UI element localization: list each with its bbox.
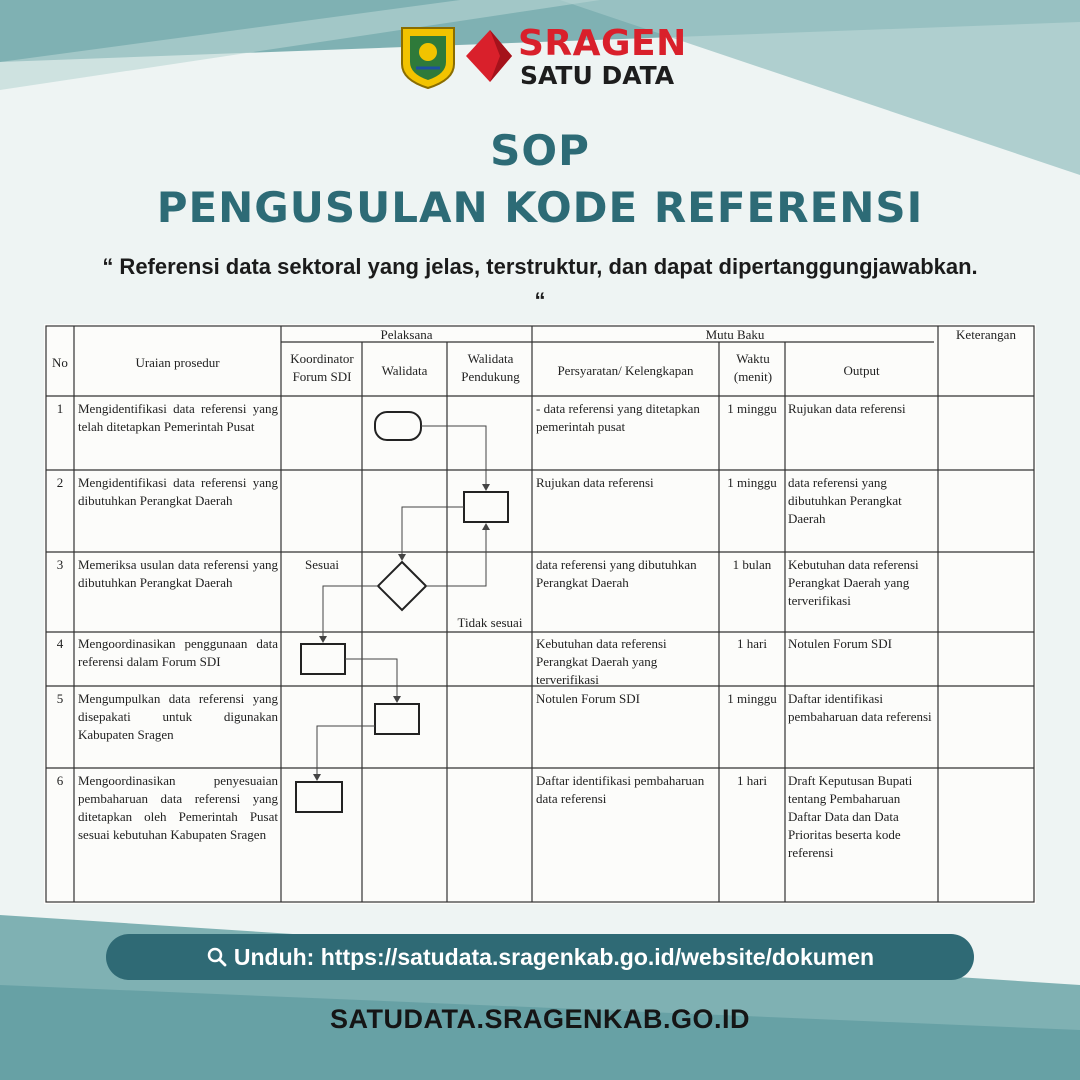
header-koordinator: Koordinator Forum SDI (290, 351, 354, 384)
header-keterangan: Keterangan (956, 327, 1016, 342)
row-no: 6 (56, 773, 64, 788)
row-persyaratan: - data referensi yang ditetapkan pemerintah pusat (536, 401, 700, 434)
logo (398, 24, 688, 92)
row-output: Draft Keputusan Bupati tentang Pembaharuan Daftar Data dan Data Prioritas beserta kode referensi (788, 773, 913, 860)
search-icon (206, 946, 228, 968)
start-terminator (375, 412, 421, 440)
page-subtitle: PENGUSULAN KODE REFERENSI (156, 183, 924, 232)
header-mutu-baku: Mutu Baku (705, 327, 765, 342)
row-uraian: Mengumpulkan data referensi yang disepakati untuk digunakan Kabupaten Sragen (78, 691, 278, 742)
header-pelaksana: Pelaksana (380, 327, 433, 342)
download-link-text: Unduh: https://satudata.sragenkab.go.id/website/dokumen (233, 943, 875, 970)
row-persyaratan: Notulen Forum SDI (536, 691, 640, 706)
flowchart (296, 412, 508, 812)
brand-subtitle: SATU DATA (520, 61, 675, 90)
sop-table (44, 324, 1036, 904)
row-waktu: 1 hari (737, 636, 767, 651)
header-waktu: Waktu (menit) (733, 351, 773, 384)
sragen-emblem-icon (398, 24, 458, 90)
row-output: Daftar identifikasi pembaharuan data referensi (788, 691, 932, 724)
row-output: data referensi yang dibutuhkan Perangkat Daerah (788, 475, 902, 526)
row-waktu: 1 hari (737, 773, 767, 788)
row-no: 3 (56, 557, 64, 572)
process-box-4 (301, 644, 345, 674)
brand-name: SRAGEN (518, 23, 687, 64)
row-waktu: 1 bulan (732, 557, 772, 572)
row-output: Kebutuhan data referensi Perangkat Daerah yang terverifikasi (788, 557, 919, 608)
header-output: Output (843, 363, 880, 378)
label-sesuai: Sesuai (305, 557, 339, 572)
header-persyaratan: Persyaratan/ Kelengkapan (557, 363, 694, 378)
row-uraian: Mengoordinasikan penggunaan data referensi dalam Forum SDI (78, 636, 278, 669)
process-box-2 (464, 492, 508, 522)
row-uraian: Memeriksa usulan data referensi yang dibutuhkan Perangkat Daerah (78, 557, 278, 590)
row-persyaratan: data referensi yang dibutuhkan Perangkat Daerah (536, 557, 697, 590)
row-waktu: 1 minggu (727, 475, 777, 490)
process-box-5 (375, 704, 419, 734)
row-output: Rujukan data referensi (788, 401, 906, 416)
row-output: Notulen Forum SDI (788, 636, 892, 651)
header-walidata-pendukung: Walidata Pendukung (461, 351, 520, 384)
tagline-quote: “ Referensi data sektoral yang jelas, terstruktur, dan dapat dipertanggungjawabkan. “ (102, 254, 978, 313)
process-box-6 (296, 782, 342, 812)
decision-diamond (378, 562, 426, 610)
row-uraian: Mengoordinasikan penyesuaian pembaharuan data referensi yang ditetapkan oleh Pemerintah Pusat sesuai kebutuhan Kabupaten Sragen (78, 773, 278, 842)
header-uraian: Uraian prosedur (135, 355, 220, 370)
header-no: No (52, 355, 68, 370)
row-no: 5 (56, 691, 64, 706)
red-diamond-icon (460, 24, 516, 90)
row-no: 4 (56, 636, 64, 651)
row-no: 1 (56, 401, 64, 416)
row-persyaratan: Daftar identifikasi pembaharuan data referensi (536, 773, 705, 806)
footer-website: SATUDATA.SRAGENKAB.GO.ID (330, 1004, 750, 1034)
row-uraian: Mengidentifikasi data referensi yang dibutuhkan Perangkat Daerah (78, 475, 278, 508)
download-link[interactable] (106, 934, 974, 980)
page-title: SOP (490, 126, 590, 175)
row-waktu: 1 minggu (727, 401, 777, 416)
row-persyaratan: Kebutuhan data referensi Perangkat Daerah yang terverifikasi (536, 636, 667, 687)
label-tidak-sesuai: Tidak sesuai (457, 615, 523, 630)
header-walidata: Walidata (381, 363, 428, 378)
row-persyaratan: Rujukan data referensi (536, 475, 654, 490)
row-no: 2 (56, 475, 64, 490)
row-uraian: Mengidentifikasi data referensi yang telah ditetapkan Pemerintah Pusat (78, 401, 278, 434)
row-waktu: 1 minggu (727, 691, 777, 706)
